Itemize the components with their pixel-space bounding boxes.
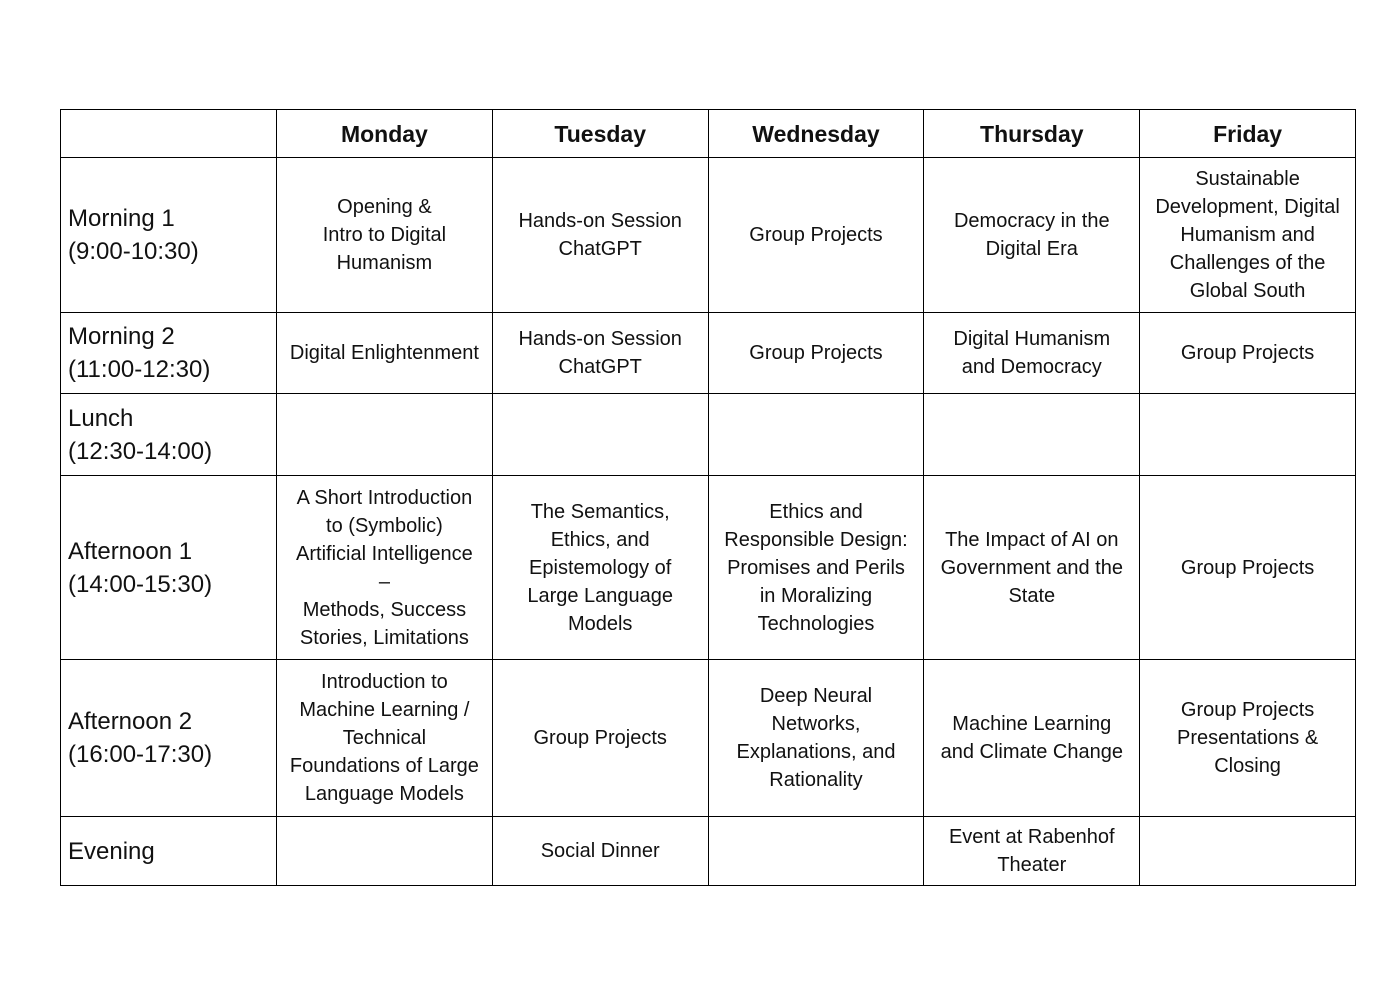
session-text-line: Global South: [1189, 280, 1306, 302]
session-text-line: Promises and Perils: [727, 556, 905, 579]
time-slot-line: (16:00-17:30): [68, 741, 213, 768]
time-slot-line: Morning 2: [68, 323, 175, 350]
session-text-line: Digital Enlightenment: [289, 342, 479, 364]
session-text-line: in Moralizing: [759, 584, 873, 607]
session-text-line: Responsible Design:: [724, 528, 908, 551]
schedule-row: [61, 476, 1356, 660]
session-cell-monday: [277, 817, 493, 886]
session-cell-friday: [1140, 313, 1356, 394]
day-header-tuesday: Tuesday: [492, 110, 708, 158]
header-row: [61, 110, 1356, 158]
session-text-line: Explanations, and: [736, 741, 896, 763]
time-slot-label: [61, 313, 277, 394]
day-header-wednesday: Wednesday: [708, 110, 924, 158]
session-text-line: The Semantics,: [530, 500, 670, 523]
session-text-line: to (Symbolic): [326, 514, 443, 537]
day-header-monday: Monday: [277, 110, 493, 158]
time-slot-label: [61, 158, 277, 313]
session-text-line: Group Projects: [1180, 556, 1315, 579]
time-slot-label: [61, 660, 277, 817]
session-text-line: Rationality: [769, 769, 863, 791]
session-text-line: Ethics and: [769, 500, 863, 523]
session-cell-thursday: [924, 394, 1140, 476]
session-text-line: Digital Humanism: [953, 328, 1111, 350]
session-text-line: The Impact of AI on: [945, 528, 1119, 551]
session-cell-tuesday: [492, 660, 708, 817]
session-cell-tuesday: [492, 158, 708, 313]
day-header-thursday: Thursday: [924, 110, 1140, 158]
session-cell-thursday: [924, 817, 1140, 886]
time-slot-line: Morning 1: [68, 205, 175, 232]
time-slot-label: [61, 817, 277, 886]
session-text-line: Group Projects: [749, 342, 883, 364]
session-text-line: Hands-on Session: [518, 210, 682, 232]
session-text-line: Machine Learning /: [299, 699, 470, 721]
session-text-line: Intro to Digital: [322, 224, 447, 246]
session-text-line: Epistemology of: [529, 556, 672, 579]
time-slot-line: Evening: [68, 837, 155, 865]
session-text-line: Group Projects: [1180, 342, 1315, 364]
time-slot-line: Afternoon 1: [68, 537, 193, 565]
session-text-line: Opening &: [337, 196, 432, 218]
schedule-row: [61, 660, 1356, 817]
schedule-row: [61, 817, 1356, 886]
session-text-line: and Democracy: [961, 356, 1102, 378]
session-text-line: Foundations of Large: [289, 755, 479, 777]
session-text-line: Closing: [1214, 755, 1281, 777]
session-text-line: Development, Digital: [1155, 196, 1340, 218]
time-slot-line: (9:00-10:30): [68, 238, 199, 265]
session-cell-thursday: [924, 476, 1140, 660]
time-slot-line: Afternoon 2: [68, 708, 193, 735]
session-text-line: Challenges of the: [1169, 252, 1326, 274]
session-text-line: Methods, Success: [302, 598, 467, 621]
session-text-line: Introduction to: [321, 671, 448, 693]
session-text-line: Artificial Intelligence: [296, 542, 473, 565]
session-text-line: Group Projects: [1180, 699, 1315, 721]
session-cell-thursday: [924, 158, 1140, 313]
session-cell-friday: [1140, 476, 1356, 660]
day-header-friday: Friday: [1140, 110, 1356, 158]
time-slot-label: [61, 476, 277, 660]
session-text-line: Group Projects: [749, 224, 883, 246]
session-text-line: Group Projects: [533, 727, 667, 749]
session-cell-wednesday: [708, 158, 924, 313]
session-cell-wednesday: [708, 476, 924, 660]
session-text-line: Ethics, and: [550, 528, 650, 551]
time-slot-line: (11:00-12:30): [68, 356, 211, 383]
session-text-line: Networks,: [771, 713, 861, 735]
session-cell-tuesday: [492, 817, 708, 886]
session-cell-monday: [277, 394, 493, 476]
session-text-line: ChatGPT: [558, 356, 642, 378]
session-text-line: Deep Neural: [759, 685, 873, 707]
session-text-line: –: [378, 570, 390, 593]
schedule-row: [61, 394, 1356, 476]
session-cell-wednesday: [708, 313, 924, 394]
session-cell-tuesday: [492, 476, 708, 660]
session-text-line: ChatGPT: [558, 238, 642, 260]
session-cell-monday: [277, 660, 493, 817]
session-cell-thursday: [924, 660, 1140, 817]
session-cell-wednesday: [708, 817, 924, 886]
session-text-line: Models: [567, 612, 633, 635]
time-slot-label: [61, 394, 277, 476]
session-cell-friday: [1140, 394, 1356, 476]
session-cell-tuesday: [492, 394, 708, 476]
time-slot-line: (14:00-15:30): [68, 570, 213, 598]
session-cell-monday: [277, 476, 493, 660]
session-cell-wednesday: [708, 394, 924, 476]
schedule-table: [60, 109, 1356, 886]
session-text-line: Machine Learning: [952, 713, 1112, 735]
session-cell-thursday: [924, 313, 1140, 394]
session-text-line: Presentations &: [1176, 727, 1319, 749]
session-text-line: Language Models: [304, 783, 464, 805]
session-text-line: Stories, Limitations: [299, 626, 469, 649]
session-cell-monday: [277, 158, 493, 313]
session-cell-friday: [1140, 158, 1356, 313]
time-slot-line: Lunch: [68, 404, 134, 432]
session-cell-tuesday: [492, 313, 708, 394]
session-text-line: Hands-on Session: [518, 328, 682, 350]
session-text-line: Event at Rabenhof: [948, 826, 1115, 848]
session-text-line: Large Language: [527, 584, 674, 607]
session-cell-friday: [1140, 660, 1356, 817]
session-text-line: Technologies: [757, 612, 875, 635]
schedule-row: [61, 313, 1356, 394]
session-text-line: Democracy in the: [953, 210, 1110, 232]
session-cell-wednesday: [708, 660, 924, 817]
session-cell-monday: [277, 313, 493, 394]
session-text-line: Technical: [342, 727, 427, 749]
session-cell-friday: [1140, 817, 1356, 886]
time-slot-line: (12:30-14:00): [68, 437, 213, 465]
session-text-line: and Climate Change: [940, 741, 1123, 763]
session-text-line: Digital Era: [985, 238, 1078, 260]
schedule-row: [61, 158, 1356, 313]
session-text-line: Humanism: [336, 252, 433, 274]
session-text-line: Government and the: [940, 556, 1123, 579]
session-text-line: Humanism and: [1180, 224, 1315, 246]
session-text-line: Theater: [997, 854, 1067, 876]
session-text-line: Social Dinner: [540, 840, 660, 862]
session-text-line: A Short Introduction: [296, 486, 473, 509]
session-text-line: State: [1008, 584, 1056, 607]
session-text-line: Sustainable: [1195, 168, 1300, 190]
corner-cell: [61, 110, 277, 158]
